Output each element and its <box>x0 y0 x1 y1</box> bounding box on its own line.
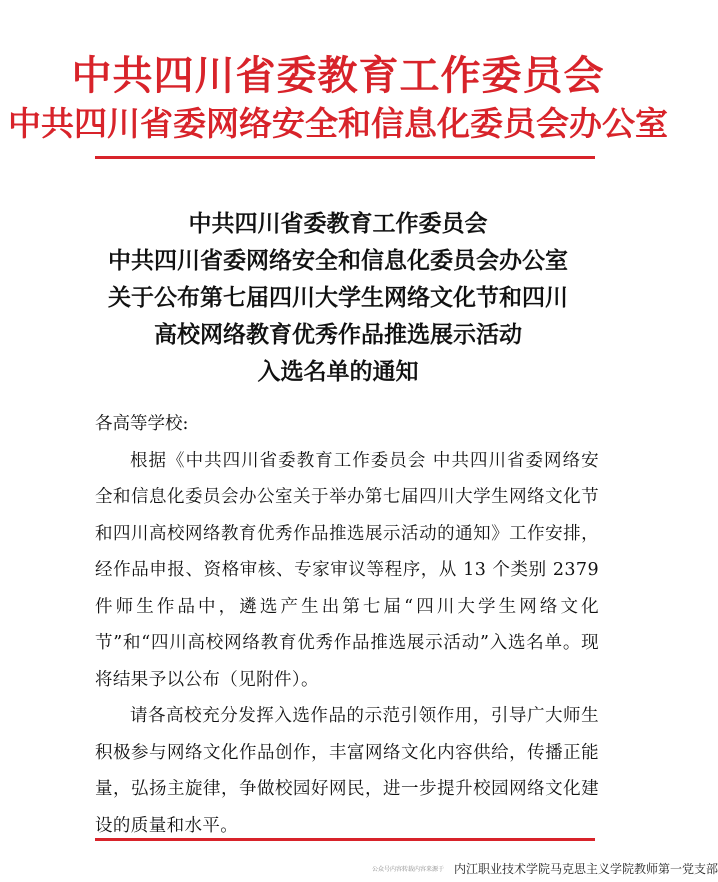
document-title <box>0 205 676 390</box>
masthead-line-2: 中共四川省委网络安全和信息化委员会办公室 <box>8 104 668 143</box>
salutation: 各高等学校: <box>95 414 189 434</box>
watermark-small-text: 公众号内容转载内容来源于 <box>372 866 445 873</box>
title-line: 中共四川省委教育工作委员会 <box>188 210 488 237</box>
body-paragraph: 请各高校充分发挥入选作品的示范引领作用，引导广大师生积极参与网络文化作品创作，丰富网络文化内容供给，传播正能量，弘扬主旋律，争做校园好网民，进一步提升校园网络文化建设的质量和水平。 <box>95 706 599 836</box>
bottom-red-rule <box>95 838 595 841</box>
watermark-source: 内江职业技术学院马克思主义学院教师第一党支部 <box>454 862 718 876</box>
masthead-line-1: 中共四川省委教育工作委员会 <box>71 52 605 99</box>
title-line: 高校网络教育优秀作品推选展示活动 <box>154 321 522 348</box>
document-body <box>95 406 599 844</box>
title-line: 关于公布第七届四川大学生网络文化节和四川 <box>108 284 568 311</box>
title-line: 中共四川省委网络安全和信息化委员会办公室 <box>108 247 568 274</box>
title-line: 入选名单的通知 <box>257 358 419 385</box>
body-paragraph: 根据《中共四川省委教育工作委员会 中共四川省委网络安全和信息化委员会办公室关于举办第七届四川大学生网络文化节和四川高校网络教育优秀作品推选展示活动的通知》工作安排，经作品申报、资格审核、专家审议等程序，从 13 个类别 2379 件师生作品中，遴选产生出第七届“四川大学生网络文化节”和“四川高校网络教育优秀作品推选展示活动”入选名单。现将结果予以公布（见附件）。 <box>95 450 599 690</box>
masthead-red-rule <box>95 156 595 159</box>
